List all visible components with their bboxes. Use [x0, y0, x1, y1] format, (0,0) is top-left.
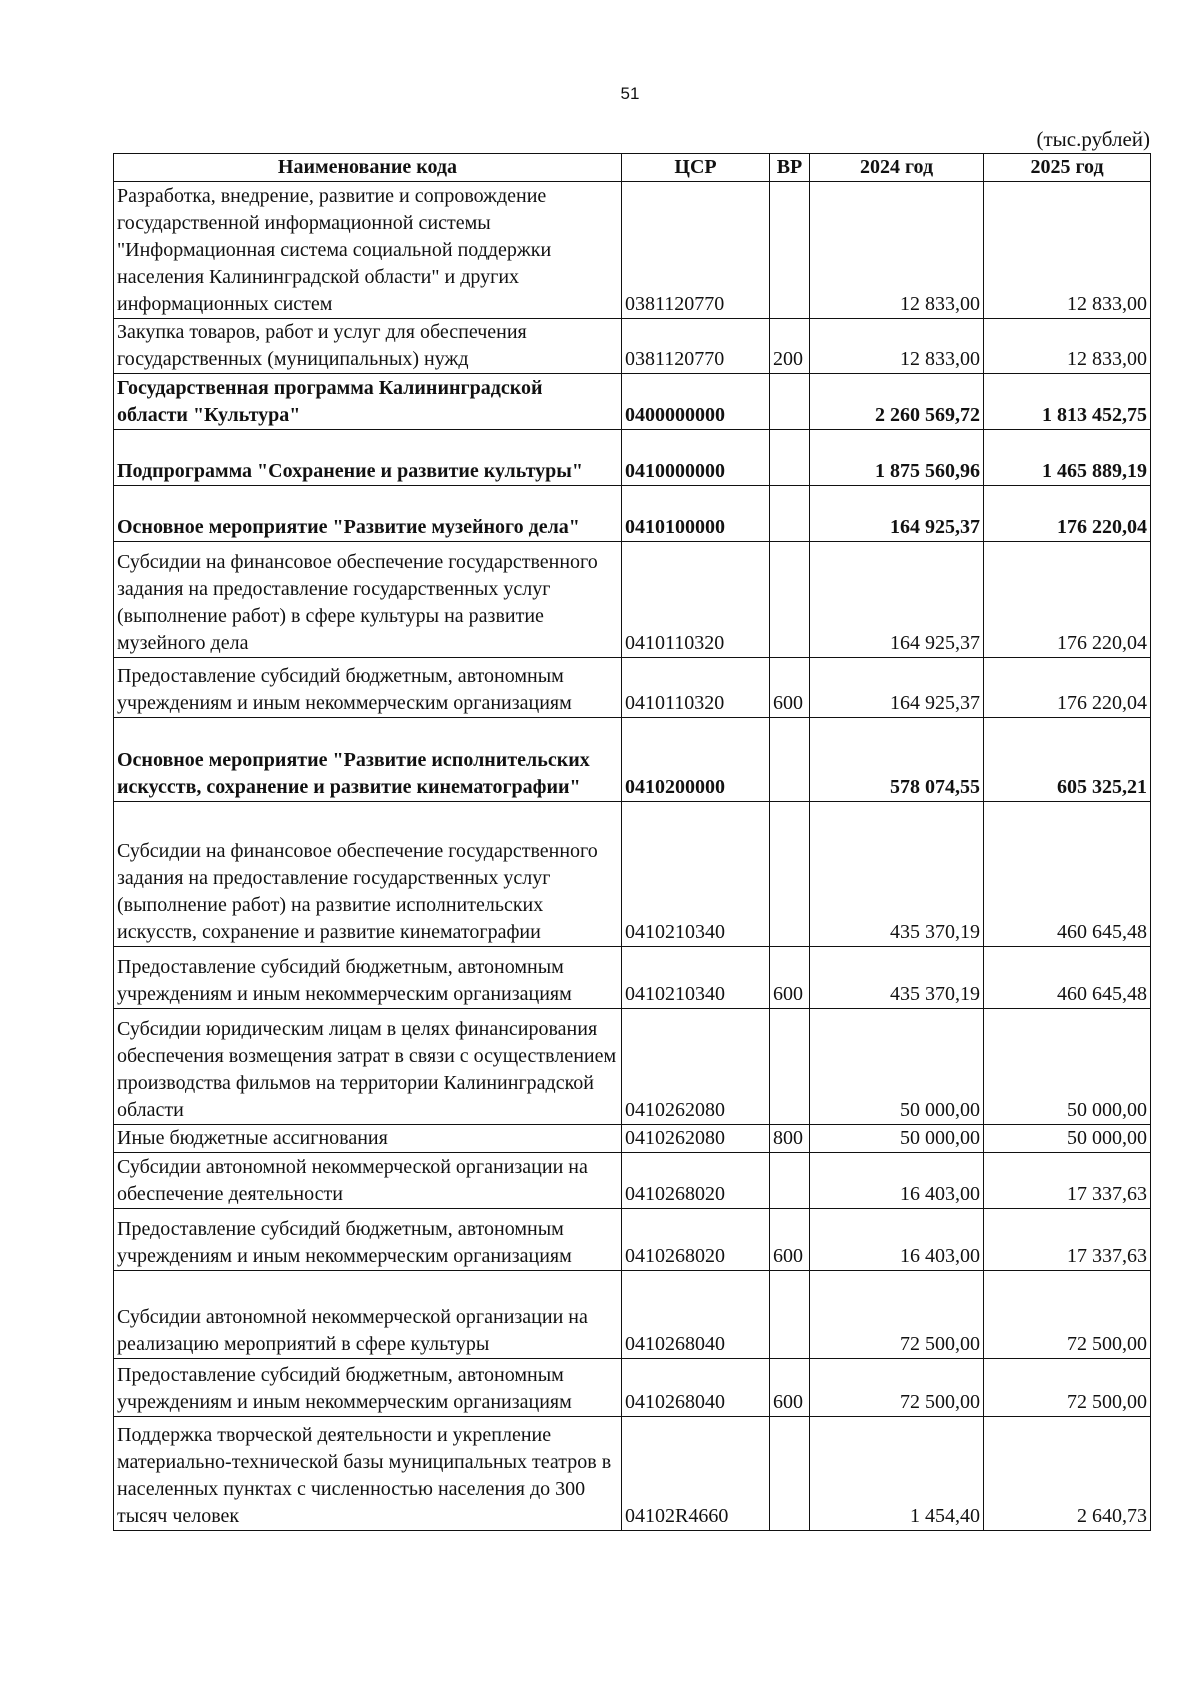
page-number: 51 [620, 84, 640, 103]
table-row [114, 319, 1151, 374]
row-csr: 0381120770 [622, 319, 770, 374]
header-name: Наименование кода [114, 154, 622, 182]
row-vr: 600 [770, 1209, 810, 1271]
row-2025: 50 000,00 [984, 1009, 1151, 1125]
row-name: Государственная программа Калининградской области "Культура" [114, 374, 622, 430]
row-2025: 12 833,00 [984, 182, 1151, 319]
table-row [114, 802, 1151, 947]
row-2024: 12 833,00 [810, 319, 984, 374]
row-vr: 600 [770, 658, 810, 718]
row-vr [770, 374, 810, 430]
row-csr: 0410210340 [622, 947, 770, 1009]
table-row [114, 486, 1151, 542]
row-2025: 50 000,00 [984, 1125, 1151, 1153]
row-2025: 176 220,04 [984, 486, 1151, 542]
row-name: Субсидии на финансовое обеспечение государственного задания на предоставление государственных услуг (выполнение работ) на развитие исполнительских искусств, сохранение и развитие кинематографии [114, 802, 622, 947]
table-row [114, 947, 1151, 1009]
row-name: Субсидии автономной некоммерческой организации на обеспечение деятельности [114, 1153, 622, 1209]
row-csr: 0410200000 [622, 718, 770, 802]
header-2025: 2025 год [984, 154, 1151, 182]
row-vr: 600 [770, 1359, 810, 1417]
row-name: Предоставление субсидий бюджетным, автономным учреждениям и иным некоммерческим организациям [114, 1359, 622, 1417]
row-csr: 04102R4660 [622, 1417, 770, 1531]
row-2024: 578 074,55 [810, 718, 984, 802]
table-row [114, 542, 1151, 658]
row-name: Поддержка творческой деятельности и укрепление материально-технической базы муниципальных театров в населенных пунктах с численностью населения до 300 тысяч человек [114, 1417, 622, 1531]
row-2024: 164 925,37 [810, 658, 984, 718]
row-2025: 176 220,04 [984, 658, 1151, 718]
row-csr: 0410268020 [622, 1153, 770, 1209]
row-vr: 600 [770, 947, 810, 1009]
row-name: Иные бюджетные ассигнования [114, 1125, 622, 1153]
table-row [114, 1153, 1151, 1209]
header-2024: 2024 год [810, 154, 984, 182]
row-name: Разработка, внедрение, развитие и сопровождение государственной информационной системы "Информационная система социальной поддержки населения Калининградской области" и других информационных систем [114, 182, 622, 319]
table-header-row [114, 154, 1151, 182]
header-csr: ЦСР [622, 154, 770, 182]
row-csr: 0381120770 [622, 182, 770, 319]
row-2025: 12 833,00 [984, 319, 1151, 374]
table-row [114, 1009, 1151, 1125]
row-2025: 460 645,48 [984, 947, 1151, 1009]
row-vr [770, 486, 810, 542]
units-label: (тыс.рублей) [1036, 127, 1150, 151]
row-csr: 0410268020 [622, 1209, 770, 1271]
row-vr [770, 802, 810, 947]
row-vr [770, 182, 810, 319]
row-vr [770, 430, 810, 486]
row-name: Подпрограмма "Сохранение и развитие культуры" [114, 430, 622, 486]
table-row [114, 658, 1151, 718]
row-vr [770, 542, 810, 658]
row-2024: 72 500,00 [810, 1359, 984, 1417]
row-csr: 0410210340 [622, 802, 770, 947]
row-2024: 1 875 560,96 [810, 430, 984, 486]
row-2025: 1 813 452,75 [984, 374, 1151, 430]
row-2025: 605 325,21 [984, 718, 1151, 802]
row-vr [770, 1271, 810, 1359]
row-2025: 17 337,63 [984, 1153, 1151, 1209]
row-2024: 2 260 569,72 [810, 374, 984, 430]
table-row [114, 1209, 1151, 1271]
row-2025: 176 220,04 [984, 542, 1151, 658]
row-vr [770, 718, 810, 802]
row-2024: 72 500,00 [810, 1271, 984, 1359]
row-csr: 0410262080 [622, 1009, 770, 1125]
row-csr: 0410000000 [622, 430, 770, 486]
header-vr: ВР [770, 154, 810, 182]
row-2024: 50 000,00 [810, 1125, 984, 1153]
row-vr: 200 [770, 319, 810, 374]
row-name: Субсидии автономной некоммерческой организации на реализацию мероприятий в сфере культуры [114, 1271, 622, 1359]
row-2024: 16 403,00 [810, 1209, 984, 1271]
row-2025: 72 500,00 [984, 1359, 1151, 1417]
row-2024: 16 403,00 [810, 1153, 984, 1209]
row-vr: 800 [770, 1125, 810, 1153]
table-row [114, 1417, 1151, 1531]
table-row [114, 374, 1151, 430]
row-2025: 72 500,00 [984, 1271, 1151, 1359]
table-row [114, 430, 1151, 486]
row-name: Основное мероприятие "Развитие музейного дела" [114, 486, 622, 542]
row-vr [770, 1009, 810, 1125]
row-csr: 0410100000 [622, 486, 770, 542]
row-csr: 0410268040 [622, 1271, 770, 1359]
table-row [114, 718, 1151, 802]
table-row [114, 1125, 1151, 1153]
row-2024: 50 000,00 [810, 1009, 984, 1125]
row-csr: 0410110320 [622, 658, 770, 718]
row-2025: 1 465 889,19 [984, 430, 1151, 486]
row-name: Предоставление субсидий бюджетным, автономным учреждениям и иным некоммерческим организациям [114, 947, 622, 1009]
row-2025: 460 645,48 [984, 802, 1151, 947]
row-name: Основное мероприятие "Развитие исполнительских искусств, сохранение и развитие кинематографии" [114, 718, 622, 802]
row-2024: 164 925,37 [810, 542, 984, 658]
row-2024: 435 370,19 [810, 802, 984, 947]
table-row [114, 182, 1151, 319]
row-vr [770, 1153, 810, 1209]
row-2024: 435 370,19 [810, 947, 984, 1009]
table-row [114, 1359, 1151, 1417]
row-2025: 2 640,73 [984, 1417, 1151, 1531]
row-csr: 0410262080 [622, 1125, 770, 1153]
row-2024: 1 454,40 [810, 1417, 984, 1531]
row-name: Субсидии юридическим лицам в целях финансирования обеспечения возмещения затрат в связи с осуществлением производства фильмов на территории Калининградской области [114, 1009, 622, 1125]
row-csr: 0410268040 [622, 1359, 770, 1417]
row-name: Предоставление субсидий бюджетным, автономным учреждениям и иным некоммерческим организациям [114, 658, 622, 718]
row-name: Предоставление субсидий бюджетным, автономным учреждениям и иным некоммерческим организациям [114, 1209, 622, 1271]
table-row [114, 1271, 1151, 1359]
row-csr: 0410110320 [622, 542, 770, 658]
row-vr [770, 1417, 810, 1531]
row-2024: 12 833,00 [810, 182, 984, 319]
row-csr: 0400000000 [622, 374, 770, 430]
row-name: Закупка товаров, работ и услуг для обеспечения государственных (муниципальных) нужд [114, 319, 622, 374]
row-2024: 164 925,37 [810, 486, 984, 542]
row-2025: 17 337,63 [984, 1209, 1151, 1271]
row-name: Субсидии на финансовое обеспечение государственного задания на предоставление государственных услуг (выполнение работ) в сфере культуры на развитие музейного дела [114, 542, 622, 658]
budget-table [113, 153, 1151, 1531]
